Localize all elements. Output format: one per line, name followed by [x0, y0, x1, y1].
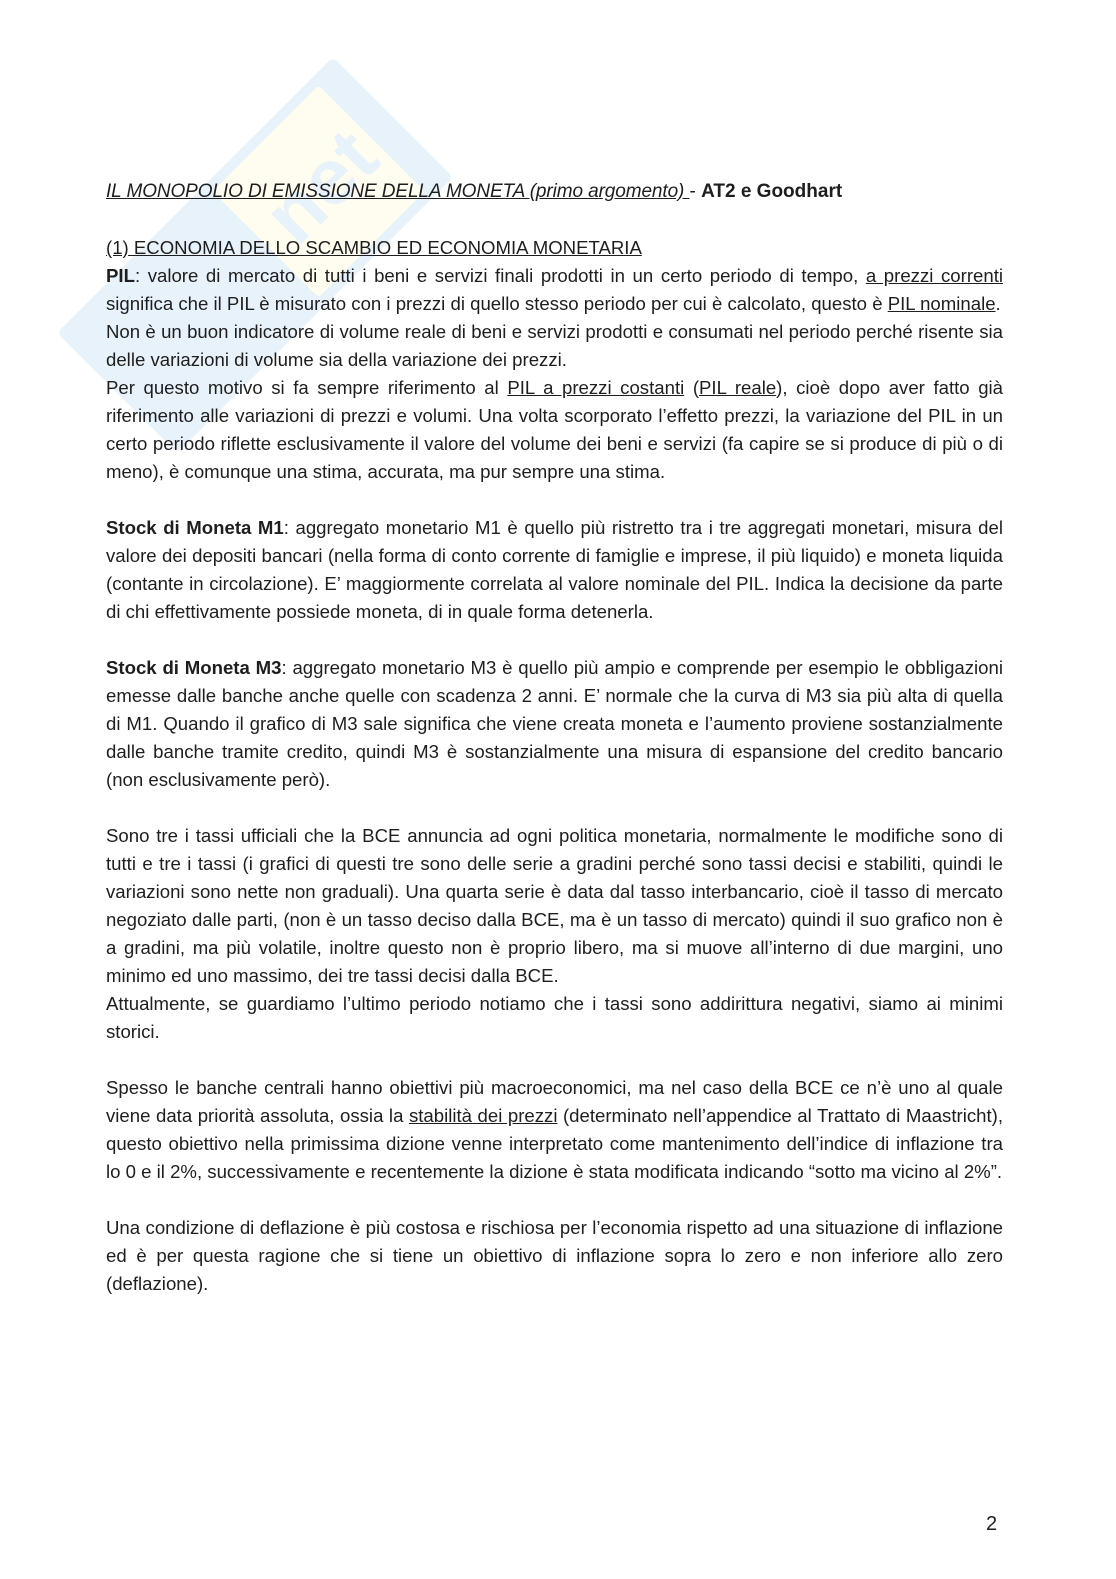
- real-pil-text-a: Per questo motivo si fa sempre riferimento al: [106, 377, 508, 398]
- bce-rates-paragraph: Sono tre i tassi ufficiali che la BCE annuncia ad ogni politica monetaria, normalmente le modifiche sono di tutti e tre i tassi (i grafici di questi tre sono delle serie a gradini perché sono tassi decisi e stabiliti, quindi le variazioni sono nette non graduali). Una quarta serie è data dal tasso interbancario, cioè il tasso di mercato negoziato dalle parti, (non è un tasso deciso dalla BCE, ma è un tasso di mercato) quindi il suo grafico non è a gradini, ma più volatile, inoltre questo non è proprio libero, ma si muove all’interno di due margini, uno minimo ed uno massimo, dei tre tassi decisi dalla BCE.: [106, 825, 1003, 986]
- paragraph-gap: [106, 626, 1003, 654]
- real-pil-text-c: ), cioè dopo aver fatto già riferimento alle variazioni di prezzi e volumi. Una volta scorporato l’effetto prezzi, la variazione del PIL in un certo periodo riflette esclusivamente il valore del volume dei beni e servizi (fa capire se si produce di più o di meno), è comunque una stima, accurata, ma pur sempre una stima.: [106, 377, 1004, 482]
- pil-text-b: significa che il PIL è misurato con i prezzi di quello stesso periodo per cui è calcolato, questo è: [106, 293, 888, 314]
- m1-term: Stock di Moneta M1: [106, 517, 284, 538]
- page-title: [106, 178, 1003, 206]
- title-separator: -: [689, 181, 702, 202]
- deflation-paragraph: Una condizione di deflazione è più costosa e rischiosa per l’economia rispetto ad una situazione di inflazione ed è per questa ragione che si tiene un obiettivo di inflazione sopra lo zero e non inferiore allo zero (deflazione).: [106, 1217, 1003, 1294]
- real-pil-paragraph: [106, 374, 1003, 486]
- pil-nominale-term: PIL nominale: [887, 293, 996, 314]
- pil-prezzi-costanti-term: PIL a prezzi costanti: [507, 377, 685, 398]
- paragraph-gap: [106, 794, 1003, 822]
- current-rates-paragraph: Attualmente, se guardiamo l’ultimo periodo notiamo che i tassi sono addirittura negativi, siamo ai minimi storici.: [106, 993, 1003, 1042]
- prezzi-correnti-term: a prezzi correnti: [865, 265, 1003, 286]
- paragraph-gap: [106, 486, 1003, 514]
- m1-paragraph: [106, 514, 1003, 626]
- pil-term: PIL: [106, 265, 135, 286]
- title-main: IL MONOPOLIO DI EMISSIONE DELLA MONETA (primo argomento): [106, 181, 690, 202]
- m3-term: Stock di Moneta M3: [106, 657, 282, 678]
- pil-text-a: : valore di mercato di tutti i beni e servizi finali prodotti in un certo periodo di tempo,: [134, 265, 866, 286]
- watermark-brand-text: net: [246, 112, 395, 260]
- pil-paragraph: [106, 262, 1003, 318]
- paragraph-gap: [106, 1046, 1003, 1074]
- paragraph-gap: [106, 1186, 1003, 1214]
- page-number: 2: [986, 1513, 998, 1535]
- pil-text-c: .: [995, 293, 1001, 314]
- objectives-text-a: Spesso le banche centrali hanno obiettivi più macroeconomici, ma nel caso della BCE ce n’è uno al quale viene data priorità assoluta, ossia la: [106, 1077, 1003, 1126]
- real-pil-text-b: (: [684, 377, 700, 398]
- objectives-text-b: (determinato nell’appendice al Trattato di Maastricht), questo obiettivo nella primissima dizione venne interpretato come mantenimento dell’indice di inflazione tra lo 0 e il 2%, successivamente e recentemente la dizione è stata modificata indicando “sotto ma vicino al 2%”.: [106, 1105, 1003, 1182]
- document-body: [106, 178, 1003, 1298]
- objectives-paragraph: [106, 1074, 1003, 1186]
- m3-text: : aggregato monetario M3 è quello più ampio e comprende per esempio le obbligazioni emesse dalle banche anche quelle con scadenza 2 anni. E’ normale che la curva di M3 sia più alta di quella di M1. Quando il grafico di M3 sale significa che viene creata moneta e l’aumento proviene sostanzialmente dalle banche tramite credito, quindi M3 è sostanzialmente una misura di espansione del credito bancario (non esclusivamente però).: [106, 657, 1003, 790]
- stabilita-prezzi-term: stabilità dei prezzi: [408, 1105, 558, 1126]
- indicator-paragraph: Non è un buon indicatore di volume reale di beni e servizi prodotti e consumati nel periodo perché risente sia delle variazioni di volume sia della variazione dei prezzi.: [106, 321, 1003, 370]
- title-suffix: AT2 e Goodhart: [701, 181, 843, 202]
- m3-paragraph: [106, 654, 1003, 794]
- pil-reale-term: PIL reale: [699, 377, 777, 398]
- m1-text: : aggregato monetario M1 è quello più ristretto tra i tre aggregati monetari, misura del valore dei depositi bancari (nella forma di conto corrente di famiglie e imprese, il più liquido) e moneta liquida (contante in circolazione). E’ maggiormente correlata al valore nominale del PIL. Indica la decisione da parte di chi effettivamente possiede moneta, di in quale forma detenerla.: [106, 517, 1003, 622]
- section-heading: (1) ECONOMIA DELLO SCAMBIO ED ECONOMIA MONETARIA: [106, 237, 642, 258]
